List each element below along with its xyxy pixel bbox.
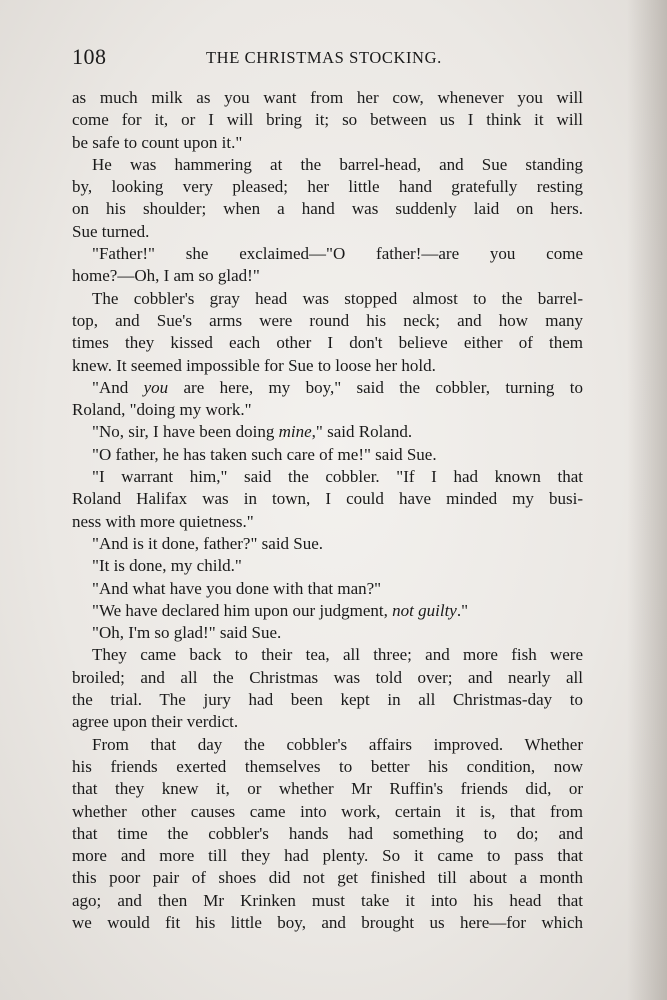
text-line: that they knew it, or whether Mr Ruffin's friends did, or: [72, 779, 583, 799]
text-segment: are here, my boy," said the cobbler, turning to: [168, 377, 584, 397]
text-line: "Father!" she exclaimed—"O father!—are you come: [92, 244, 583, 264]
text-line: we would fit his little boy, and brought us here—for which: [72, 912, 583, 932]
text-line: "Oh, I'm so glad!" said Sue.: [92, 623, 282, 643]
text-line: The cobbler's gray head was stopped almost to the barrel-: [92, 288, 583, 308]
text-line: From that day the cobbler's affairs improved. Whether: [92, 734, 583, 754]
text-line: He was hammering at the barrel-head, and Sue standing: [92, 154, 583, 174]
text-line: come for it, or I will bring it; so between us I think it will: [72, 110, 583, 130]
text-line: ago; and then Mr Krinken must take it into his head that: [72, 890, 583, 910]
text-line: "And is it done, father?" said Sue.: [92, 533, 324, 553]
text-line: Sue turned.: [72, 221, 150, 241]
italic-segment: mine: [278, 422, 312, 442]
body-text: [72, 87, 583, 934]
text-line: knew. It seemed impossible for Sue to loose her hold.: [72, 355, 436, 375]
text-line: Roland Halifax was in town, I could have minded my busi-: [72, 489, 583, 509]
text-line: whether other causes came into work, certain it is, that from: [72, 801, 583, 821]
text-segment: "No, sir, I have been doing: [92, 422, 279, 442]
text-line: [72, 600, 583, 622]
text-line: as much milk as you want from her cow, whenever you will: [72, 88, 583, 107]
text-line: agree upon their verdict.: [72, 712, 239, 732]
text-line: be safe to count upon it.": [72, 132, 243, 152]
text-line: "It is done, my child.": [92, 556, 242, 576]
text-line: by, looking very pleased; her little hand gratefully resting: [72, 177, 583, 197]
text-line: that time the cobbler's hands had something to do; and: [72, 823, 583, 843]
text-line: times they kissed each other I don't believe either of them: [72, 333, 583, 353]
text-line: "I warrant him," said the cobbler. "If I had known that: [92, 467, 583, 487]
italic-segment: not guilty: [392, 600, 457, 620]
text-line: "And what have you done with that man?": [92, 578, 382, 598]
page-gutter-shadow: [627, 0, 667, 1000]
text-segment: ," said Roland.: [311, 422, 413, 442]
running-head: THE CHRISTMAS STOCKING.: [206, 48, 442, 67]
text-line: the trial. The jury had been kept in all Christmas-day to: [72, 690, 583, 710]
text-line: [72, 421, 583, 443]
text-line: top, and Sue's arms were round his neck; and how many: [72, 310, 583, 330]
text-segment: "And: [92, 377, 144, 397]
text-line: broiled; and all the Christmas was told over; and nearly all: [72, 667, 583, 687]
text-line: ness with more quietness.": [72, 511, 254, 531]
text-segment: .": [456, 600, 469, 620]
text-line: [72, 377, 583, 399]
text-line: more and more till they had plenty. So it came to pass that: [72, 846, 583, 866]
page-header: [72, 44, 582, 74]
text-segment: "We have declared him upon our judgment,: [92, 600, 393, 620]
page-number: 108: [72, 44, 107, 69]
text-line: "O father, he has taken such care of me!" said Sue.: [92, 444, 437, 464]
text-line: his friends exerted themselves to better his condition, now: [72, 756, 583, 776]
text-line: home?—Oh, I am so glad!": [72, 266, 260, 286]
text-line: They came back to their tea, all three; and more fish were: [92, 645, 583, 665]
text-line: this poor pair of shoes did not get finished till about a month: [72, 868, 583, 888]
text-line: Roland, "doing my work.": [72, 400, 252, 420]
italic-segment: you: [143, 377, 169, 397]
text-line: on his shoulder; when a hand was suddenly laid on hers.: [72, 199, 583, 219]
